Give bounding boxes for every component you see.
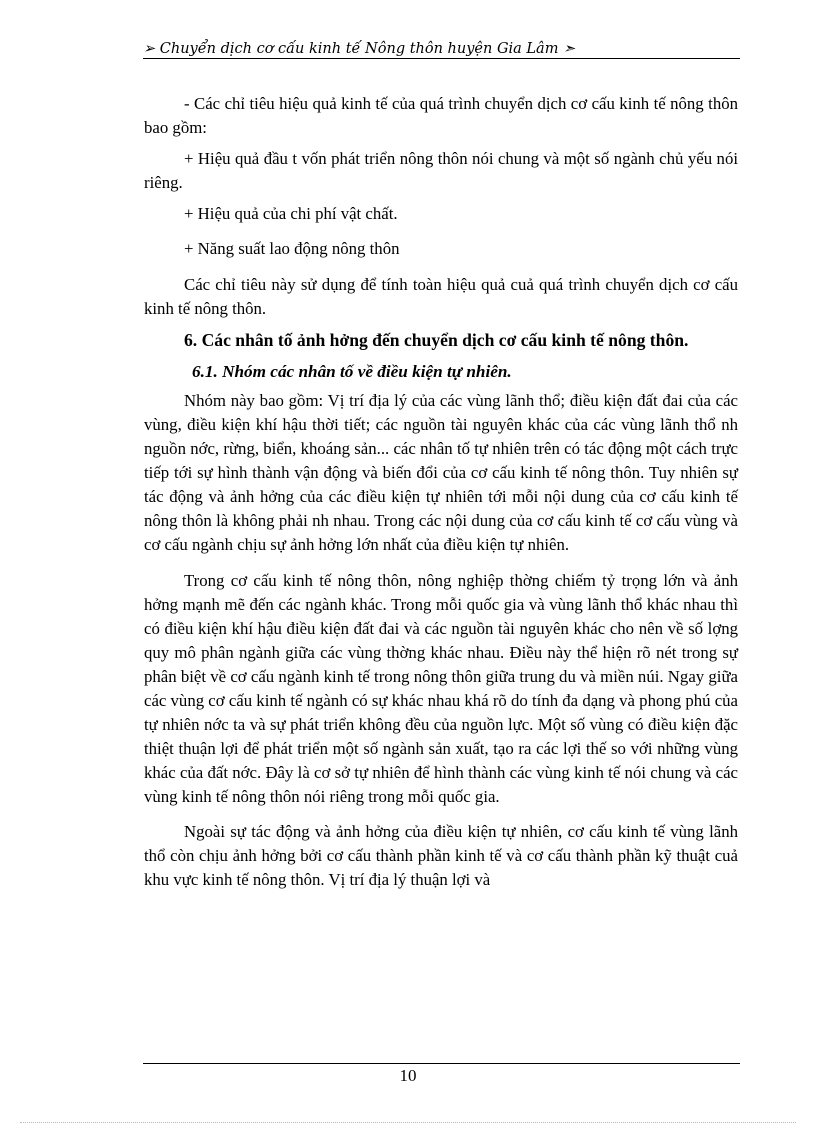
header-title: ➢ Chuyển dịch cơ cấu kinh tế Nông thôn huyện Gia Lâm ➣ <box>143 41 576 57</box>
list-item-material-cost-efficiency: + Hiệu quả của chi phí vật chất. <box>184 204 398 223</box>
paragraph-indicators-intro: - Các chỉ tiêu hiệu quả kinh tế của quá trình chuyển dịch cơ cấu kinh tế nông thôn bao gồm: <box>144 94 738 137</box>
page-number: 10 <box>399 1066 417 1085</box>
footer-divider <box>143 1063 740 1064</box>
paragraph-indicators-usage: Các chỉ tiêu này sử dụng để tính toàn hiệu quả cuả quá trình chuyển dịch cơ cấu kinh tế nông thôn. <box>144 275 738 318</box>
subsection-heading: 6.1. Nhóm các nhân tố về điều kiện tự nhiên. <box>192 362 512 381</box>
list-item-investment-efficiency: + Hiệu quả đầu t vốn phát triển nông thôn nói chung và một số ngành chủ yếu nói riêng. <box>144 149 738 192</box>
document-body <box>144 92 738 892</box>
paragraph-other-influences: Ngoài sự tác động và ảnh hởng của điều kiện tự nhiên, cơ cấu kinh tế vùng lãnh thổ còn chịu ảnh hởng bởi cơ cấu thành phần kinh tế và cơ cấu thành phần kỹ thuật cuả khu vực kinh tế nông thôn. Vị trí địa lý thuận lợi và <box>144 822 738 889</box>
section-heading: 6. Các nhân tố ảnh hởng đến chuyển dịch cơ cấu kinh tế nông thôn. <box>184 330 689 350</box>
list-item-labor-productivity: + Năng suất lao động nông thôn <box>184 239 400 258</box>
running-header <box>143 40 740 58</box>
header-divider <box>143 58 740 59</box>
paragraph-agriculture-structure: Trong cơ cấu kinh tế nông thôn, nông nghiệp thờng chiếm tỷ trọng lớn và ảnh hởng mạnh mẽ đến các ngành khác. Trong mỗi quốc gia và vùng lãnh thổ khác nhau thì có điều kiện khí hậu điều kiện đất đai và các nguồn tài nguyên khác cho nên về số lợng quy mô phân ngành giữa các vùng thờng khác nhau. Điều này thể hiện rõ nét trong sự phân biệt về cơ cấu ngành kinh tế trong nông thôn giữa trung du và miền núi. Ngay giữa các vùng cơ cấu kinh tế ngành có sự khác nhau khá rõ do tính đa dạng và phong phú của tự nhiên nớc ta và sự phát triển không đều của nguồn lực. Một số vùng có điều kiện đặc thiệt thuận lợi để phát triển một số ngành sản xuất, tạo ra các lợi thế so với những vùng khác của đất nớc. Đây là cơ sở tự nhiên để hình thành các vùng kinh tế nói chung và các vùng kinh tế nông thôn nói riêng trong mỗi quốc gia. <box>144 571 738 806</box>
paragraph-natural-conditions: Nhóm này bao gồm: Vị trí địa lý của các vùng lãnh thổ; điều kiện đất đai của các vùng, điều kiện khí hậu thời tiết; các nguồn tài nguyên khác của các vùng lãnh thổ nh nguồn nớc, rừng, biển, khoáng sản... các nhân tố tự nhiên trên có tác động một cách trực tiếp tới sự hình thành vận động và biến đổi của cơ cấu kinh tế nông thôn. Tuy nhiên sự tác động và ảnh hởng của các điều kiện tự nhiên tới mỗi nội dung của cơ cấu kinh tế nông thôn là không phải nh nhau. Trong các nội dung của cơ cấu kinh tế cơ cấu vùng và cơ cấu ngành chịu sự ảnh hởng lớn nhất của điều kiện tự nhiên. <box>144 391 738 554</box>
